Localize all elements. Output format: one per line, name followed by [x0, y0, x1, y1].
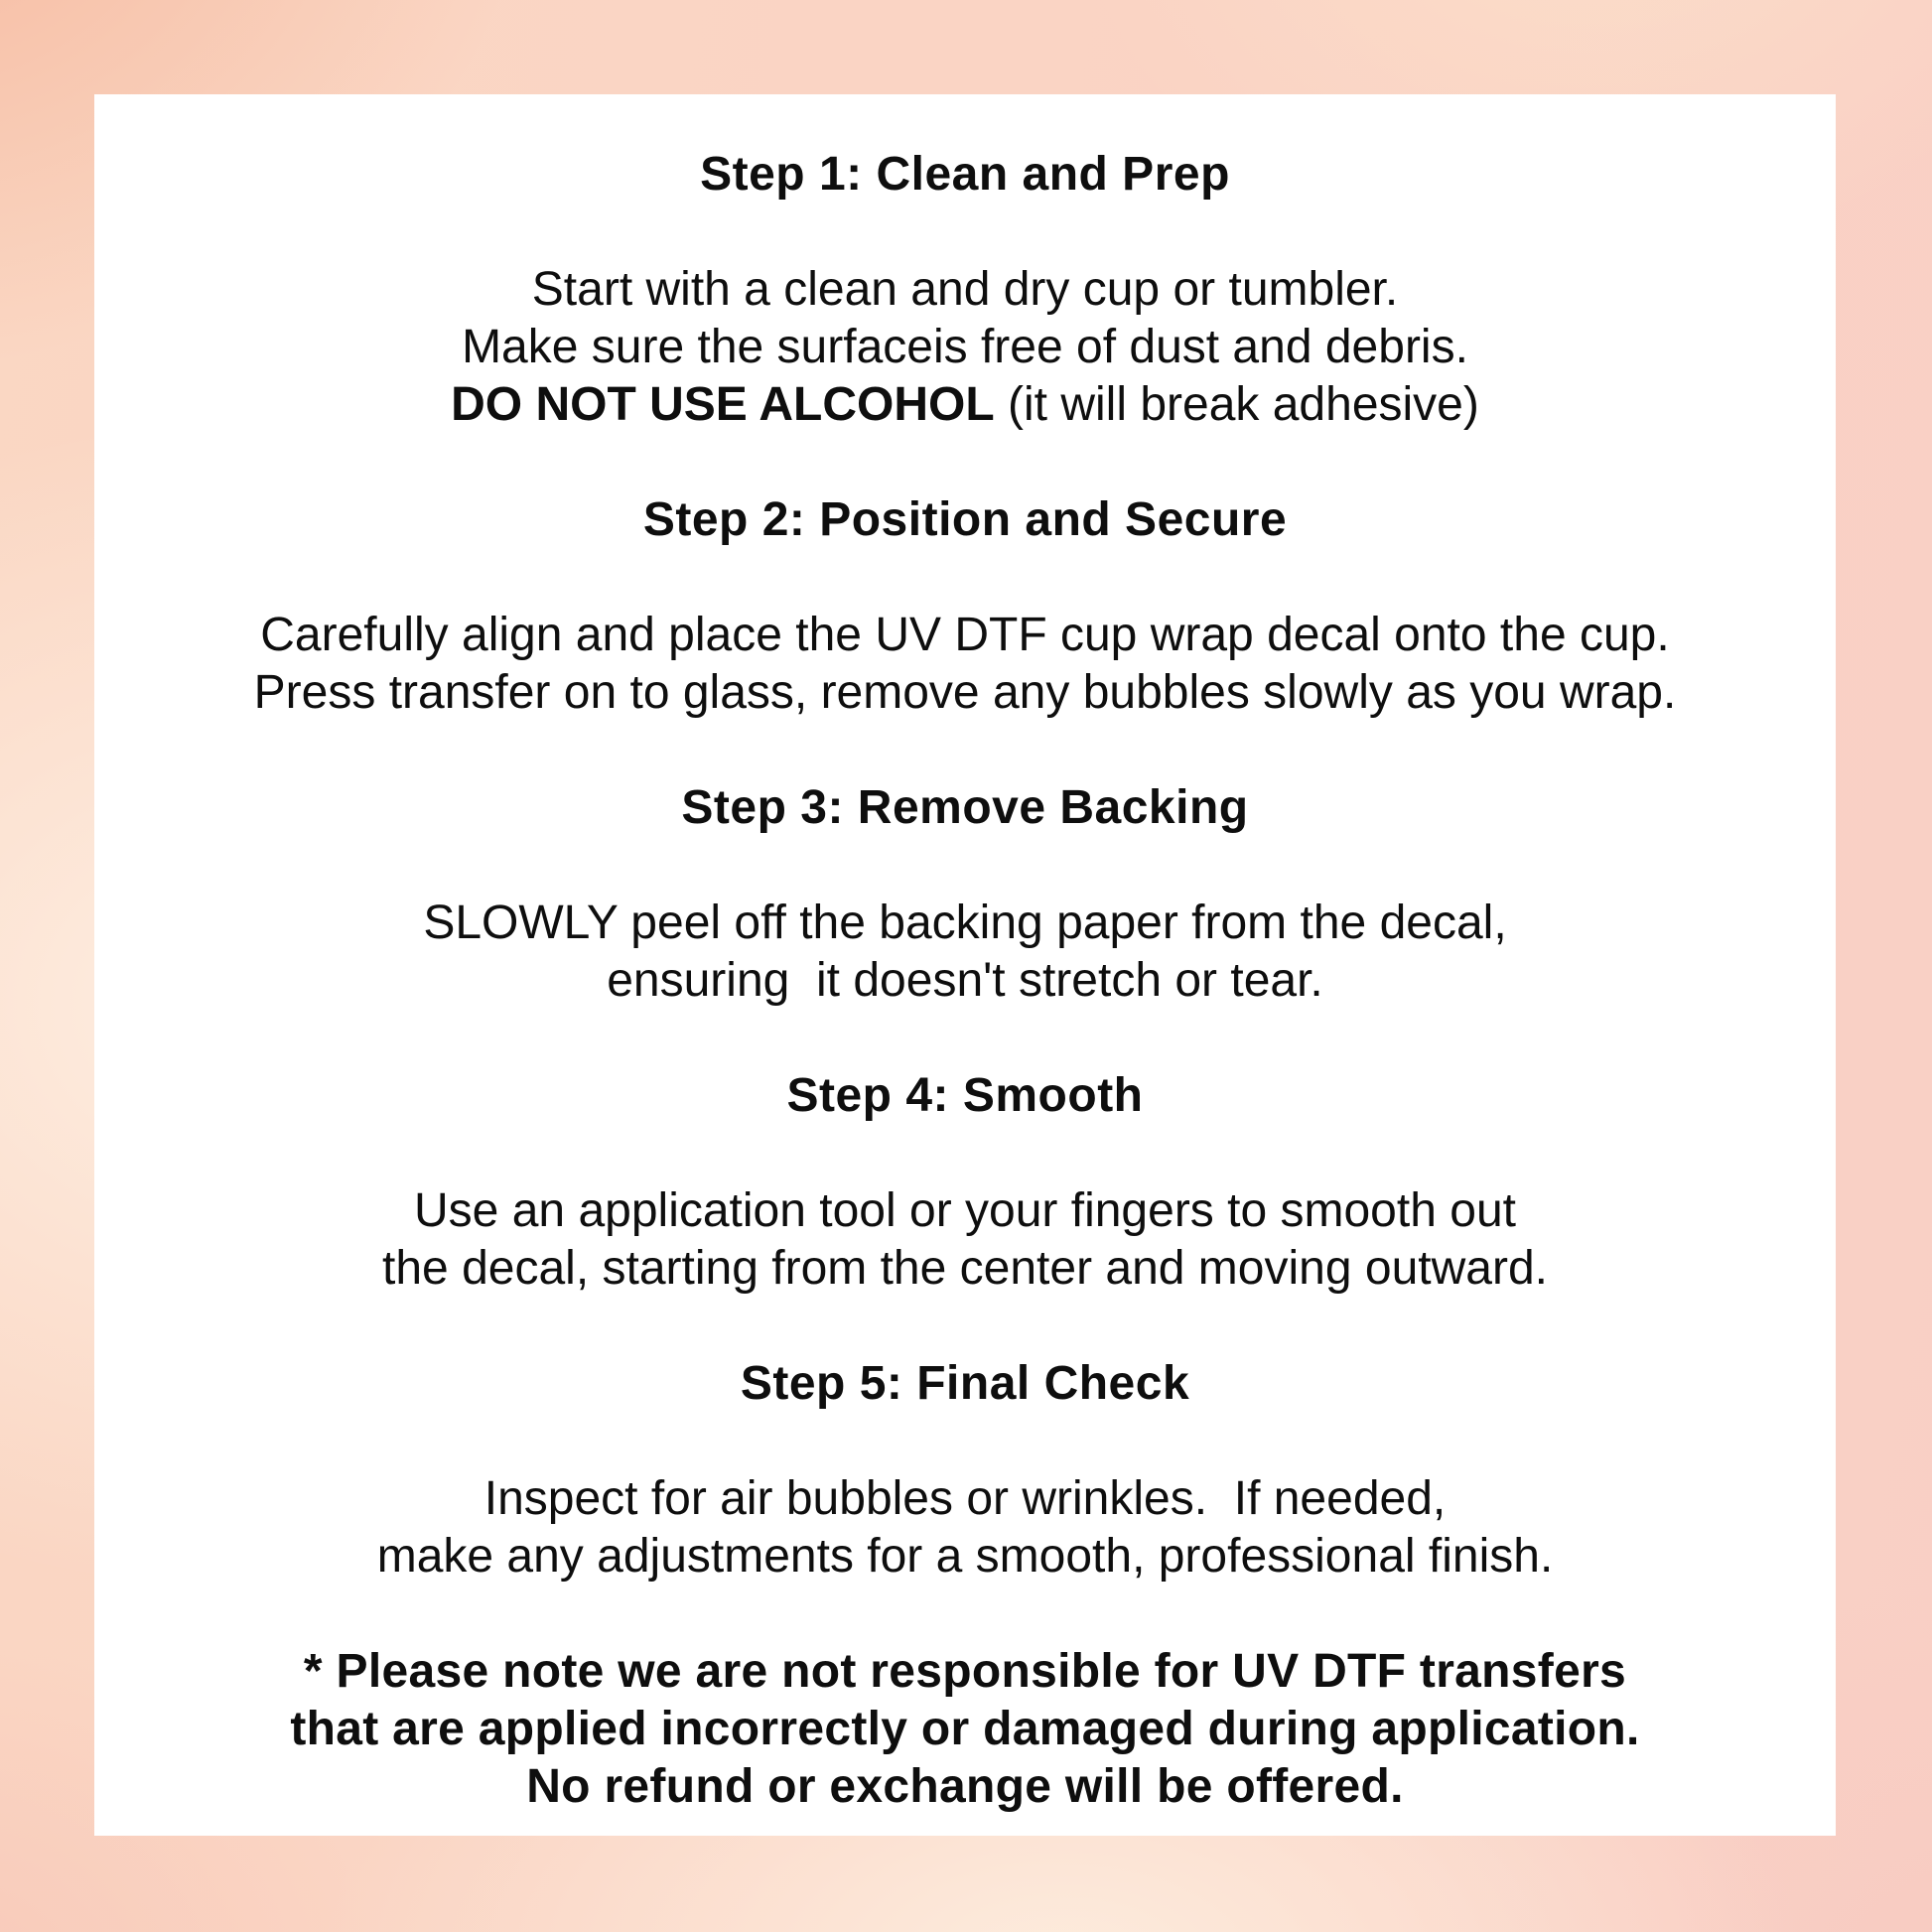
body-line: SLOWLY peel off the backing paper from the decal,	[423, 897, 1507, 949]
step-2-section	[134, 491, 1796, 722]
step-3-section	[134, 779, 1796, 1010]
step-2-heading: Step 2: Position and Secure	[642, 493, 1288, 546]
body-line: Press transfer on to glass, remove any bubbles slowly as you wrap.	[253, 666, 1677, 719]
body-line-alcohol-warning	[134, 376, 1796, 434]
step-4-body	[134, 1182, 1796, 1298]
body-line: Make sure the surfaceis free of dust and debris.	[462, 321, 1468, 373]
step-1-body	[134, 261, 1796, 434]
step-5-heading: Step 5: Final Check	[740, 1357, 1190, 1410]
body-line: the decal, starting from the center and moving outward.	[382, 1242, 1548, 1295]
alcohol-warning-bold: DO NOT USE ALCOHOL	[451, 378, 995, 431]
body-line: Use an application tool or your fingers to smooth out	[414, 1184, 1516, 1237]
alcohol-warning-rest: (it will break adhesive)	[994, 378, 1479, 431]
body-line: Inspect for air bubbles or wrinkles. If needed,	[483, 1472, 1447, 1525]
step-5-section	[134, 1355, 1796, 1586]
instruction-card	[94, 94, 1836, 1836]
body-line: ensuring it doesn't stretch or tear.	[607, 954, 1323, 1007]
step-4-heading: Step 4: Smooth	[786, 1069, 1144, 1122]
step-4-section	[134, 1067, 1796, 1298]
disclaimer-line: * Please note we are not responsible for UV DTF transfers	[303, 1645, 1627, 1698]
disclaimer-line: No refund or exchange will be offered.	[526, 1760, 1404, 1813]
step-3-body	[134, 895, 1796, 1010]
disclaimer-line: that are applied incorrectly or damaged during application.	[290, 1703, 1640, 1755]
step-1-heading: Step 1: Clean and Prep	[700, 148, 1230, 201]
body-line: make any adjustments for a smooth, professional finish.	[376, 1530, 1554, 1583]
liability-disclaimer	[134, 1643, 1796, 1816]
step-5-body	[134, 1470, 1796, 1586]
step-2-body	[134, 607, 1796, 722]
body-line: Start with a clean and dry cup or tumbler.	[531, 263, 1399, 316]
step-3-heading: Step 3: Remove Backing	[681, 781, 1249, 834]
step-1-section	[134, 146, 1796, 434]
body-line: Carefully align and place the UV DTF cup wrap decal onto the cup.	[260, 609, 1670, 661]
